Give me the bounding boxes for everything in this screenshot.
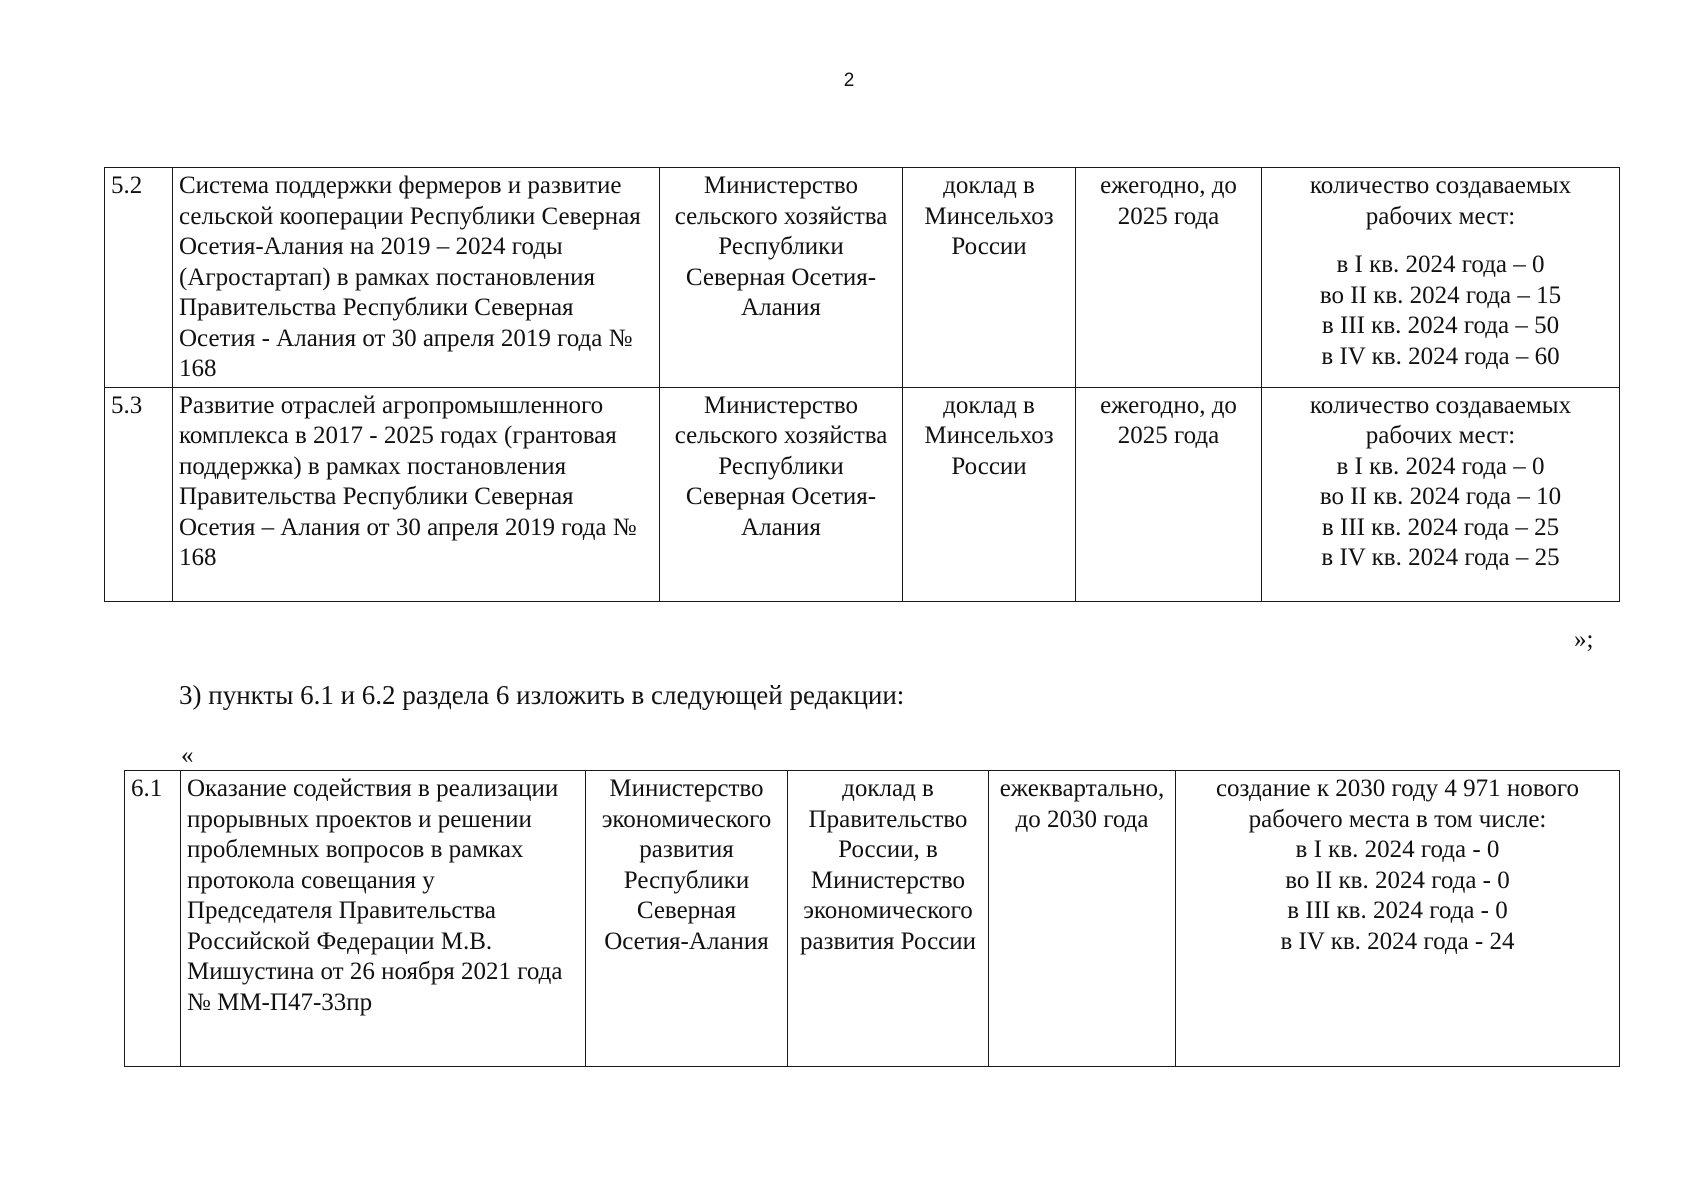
report-form: доклад в Правительство России, в Министерство экономического развития России (788, 771, 989, 1067)
item-number: 5.3 (105, 387, 173, 601)
responsible-body: Министерство сельского хозяйства Республики Северная Осетия- Алания (660, 168, 903, 388)
measures-table-section-6 (124, 770, 1620, 1067)
responsible-body: Министерство экономического развития Республики Северная Осетия-Алания (586, 771, 788, 1067)
indicator-quarter: в IV кв. 2024 года – 25 (1321, 544, 1560, 571)
indicator-quarter: в I кв. 2024 года – 0 (1336, 452, 1545, 480)
indicator-quarter: в III кв. 2024 года – 25 (1321, 513, 1560, 541)
term: ежегодно, до 2025 года (1076, 168, 1262, 388)
indicator-quarter: во II кв. 2024 года – 10 (1319, 483, 1562, 510)
indicator-heading: количество создаваемых рабочих мест: (1309, 391, 1572, 449)
indicator-quarter: в IV кв. 2024 года – 60 (1321, 342, 1560, 370)
closing-quote: »; (1574, 626, 1594, 653)
indicator (1262, 168, 1620, 388)
report-form: доклад в Минсельхоз России (903, 387, 1076, 601)
indicator-quarter: в I кв. 2024 года - 0 (1295, 836, 1500, 863)
responsible-body: Министерство сельского хозяйства Республики Северная Осетия- Алания (660, 387, 903, 601)
table-row (105, 387, 1620, 601)
item-number: 6.1 (125, 771, 181, 1067)
indicator-quarter: во II кв. 2024 года – 15 (1319, 281, 1562, 309)
indicator-heading: количество создаваемых рабочих мест: (1309, 172, 1572, 230)
indicator-quarter: в IV кв. 2024 года - 24 (1280, 927, 1515, 955)
measure-name: Система поддержки фермеров и развитие сельской кооперации Республики Северная Осетия-Алания на 2019 – 2024 годы (Агростартап) в рамках постановления Правительства Республики Северная Осетия - Алания от 30 апреля 2019 года № 168 (173, 168, 660, 388)
report-form: доклад в Минсельхоз России (903, 168, 1076, 388)
indicator-quarter: во II кв. 2024 года - 0 (1285, 866, 1510, 894)
indicator (1176, 771, 1620, 1067)
amendment-instruction: 3) пункты 6.1 и 6.2 раздела 6 изложить в следующей редакции: (179, 680, 905, 710)
indicator (1262, 387, 1620, 601)
table-row (105, 168, 1620, 388)
indicator-quarter: в I кв. 2024 года – 0 (1336, 251, 1545, 278)
measure-name: Развитие отраслей агропромышленного комплекса в 2017 - 2025 годах (грантовая поддержка) в рамках постановления Правительства Республики Северная Осетия – Алания от 30 апреля 2019 года № 168 (173, 387, 660, 601)
indicator-quarter: в III кв. 2024 года - 0 (1287, 897, 1508, 924)
opening-quote: « (181, 742, 194, 769)
table-row (125, 771, 1620, 1067)
measure-name: Оказание содействия в реализации прорывных проектов и решении проблемных вопросов в рамках протокола совещания у Председателя Правительства Российской Федерации М.В. Мишустина от 26 ноября 2021 года № ММ-П47-33пр (181, 771, 586, 1067)
indicator-heading: создание к 2030 году 4 971 нового рабочего места в том числе: (1215, 775, 1580, 833)
term: ежегодно, до 2025 года (1076, 387, 1262, 601)
term: ежеквартально, до 2030 года (989, 771, 1176, 1067)
measures-table-section-5 (104, 167, 1620, 602)
page-number: 2 (843, 70, 855, 91)
indicator-quarter: в III кв. 2024 года – 50 (1321, 312, 1560, 339)
item-number: 5.2 (105, 168, 173, 388)
